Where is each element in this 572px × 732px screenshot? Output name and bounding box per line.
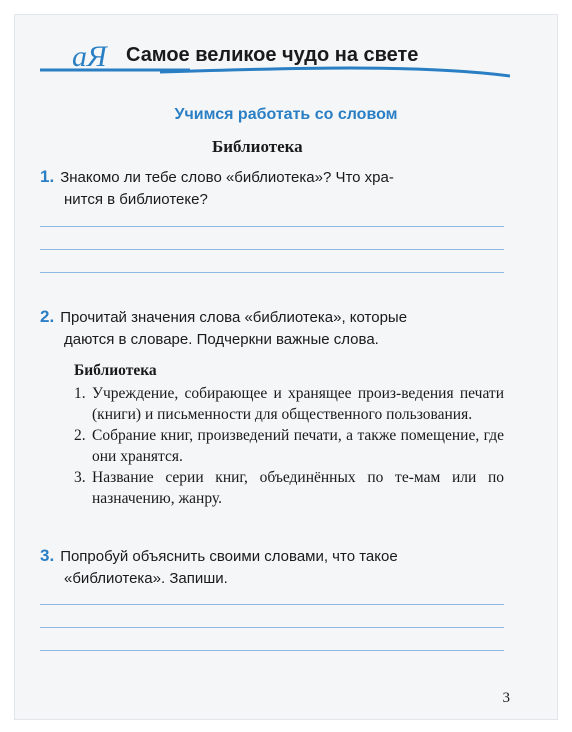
dictionary-meaning: 1. Учреждение, собирающее и хранящее произ-ведения печати (книги) и письменности для общественного пользования. (74, 385, 504, 423)
task-number: 3. (40, 546, 55, 565)
task-text: Попробуй объяснить своими словами, что такое (60, 548, 398, 565)
task-text: даются в словаре. Подчеркни важные слова. (64, 331, 379, 348)
task-number: 2. (40, 307, 55, 326)
dictionary-headword: Библиотека (74, 362, 157, 379)
dictionary-meaning: 3. Название серии книг, объединённых по те-мам или по назначению, жанру. (74, 469, 504, 507)
word-heading: Библиотека (212, 137, 303, 156)
answer-lines-1[interactable] (40, 226, 504, 295)
task-1 (40, 166, 510, 211)
task-text: Прочитай значения слова «библиотека», которые (60, 309, 408, 326)
task-number: 1. (40, 167, 55, 186)
answer-lines-3[interactable] (40, 604, 504, 673)
section-heading: Учимся работать со словом (174, 106, 398, 123)
page-number: 3 (502, 690, 510, 706)
page-title: Самое великое чудо на свете (126, 44, 419, 66)
dictionary-meaning: 2. Собрание книг, произведений печати, а также помещение, где они хранятся. (74, 427, 504, 465)
header-underline (40, 62, 510, 82)
task-3 (40, 545, 510, 590)
task-text: Знакомо ли тебе слово «библиотека»? Что хра- (60, 169, 394, 186)
task-text: нится в библиотеке? (64, 191, 208, 208)
logo-text: аЯ (72, 40, 107, 73)
task-text: «библиотека». Запиши. (64, 570, 228, 587)
dictionary-entry (74, 360, 504, 509)
task-2 (40, 306, 510, 351)
